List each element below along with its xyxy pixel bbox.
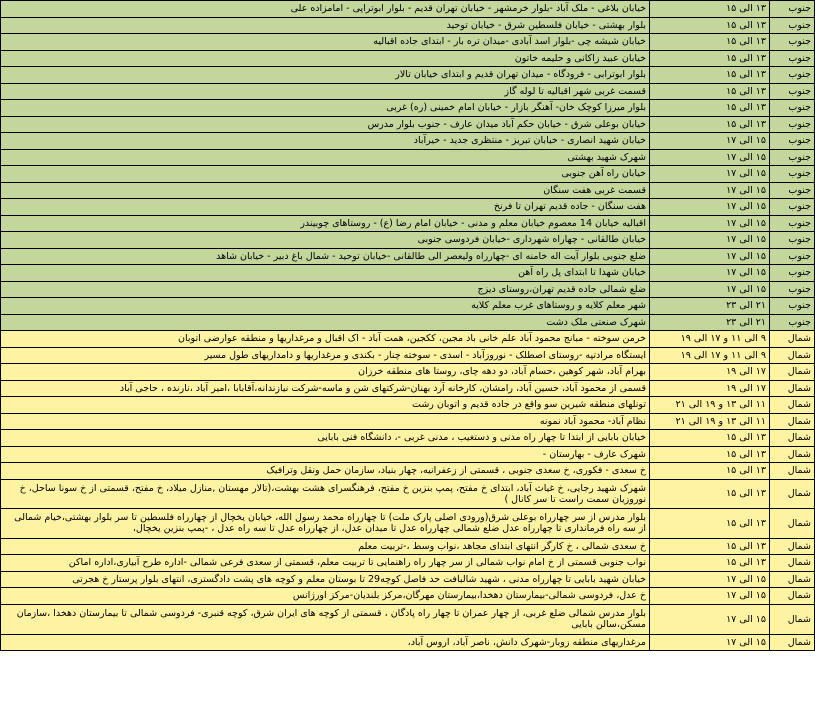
area-cell: ایستگاه مرادتپه -روستای اصطلک - نوروزآباد - اسدی - سوخته چنار - بکندی و مرغداریها و دامداریهای طول مسیر	[1, 347, 650, 364]
time-cell: ۱۳ الی ۱۵	[650, 538, 770, 555]
area-cell: خیابان طالقانی - چهاراه شهرداری -خیابان فردوسی جنوبی	[1, 232, 650, 249]
region-cell: جنوب	[770, 83, 815, 100]
area-cell: اقبالیه خیابان 14 معصوم خیابان معلم و مدنی - خیابان امام رضا (ع) - روستاهای چوبیندر	[1, 215, 650, 232]
table-row	[1, 347, 815, 364]
area-cell: خیابان بلاغی - ملک آباد -بلوار خرمشهر - خیابان تهران قدیم - بلوار ابوتراپی - امامزاده علی	[1, 1, 650, 18]
table-row	[1, 281, 815, 298]
region-cell: جنوب	[770, 166, 815, 183]
area-cell: شهرک شهید رجایی، خ غیاث آباد، ابتدای خ مفتح، پمپ بنزین خ مفتح، فرهنگسرای هشت بهشت،(تالار مهستان ,منازل میلاد، خ مفتح، قسمتی از خ سونا ساحل، خ نوروزیان سمت راست تا سر کانال )	[1, 479, 650, 508]
area-cell: خیابان بوعلی شرق - خیابان حکم آباد میدان عارف - جنوب بلوار مدرس	[1, 116, 650, 133]
time-cell: ۱۵ الی ۱۷	[650, 571, 770, 588]
time-cell: ۱۳ الی ۱۵	[650, 17, 770, 34]
table-row	[1, 67, 815, 84]
time-cell: ۱۳ الی ۱۵	[650, 100, 770, 117]
time-cell: ۱۵ الی ۱۷	[650, 248, 770, 265]
region-cell: شمال	[770, 331, 815, 348]
table-row	[1, 446, 815, 463]
time-cell: ۱۵ الی ۱۷	[650, 149, 770, 166]
area-cell: خ عدل، فردوسی شمالی-بیمارستان دهخدا،بیمارستان مهرگان،مرکز بلندیان-مرکز اورژانس	[1, 588, 650, 605]
region-cell: شمال	[770, 604, 815, 634]
time-cell: ۹ الی ۱۱ و ۱۷ الی ۱۹	[650, 347, 770, 364]
region-cell: جنوب	[770, 34, 815, 51]
time-cell: ۱۳ الی ۱۵	[650, 555, 770, 572]
time-cell: ۱۵ الی ۱۷	[650, 281, 770, 298]
area-cell: ضلع شمالی جاده قدیم تهران،روستای دیزج	[1, 281, 650, 298]
time-cell: ۱۳ الی ۱۵	[650, 116, 770, 133]
region-cell: شمال	[770, 364, 815, 381]
region-cell: شمال	[770, 588, 815, 605]
table-row	[1, 634, 815, 651]
area-cell: قسمی از محمود آباد، حسین آباد، رامشان، کارخانه آرد بهنان-شرکتهای شن و ماسه-شرکت نیازندانه،آقابابا ،امیر آباد ،نارنده ، حاجی آباد	[1, 380, 650, 397]
region-cell: جنوب	[770, 100, 815, 117]
region-cell: شمال	[770, 555, 815, 572]
time-cell: ۱۵ الی ۱۷	[650, 634, 770, 651]
area-cell: هفت سنگان - جاده قدیم تهران تا فرنخ	[1, 199, 650, 216]
area-cell: خیابان عبید زاکانی و حلیمه خاتون	[1, 50, 650, 67]
time-cell: ۱۷ الی ۱۹	[650, 380, 770, 397]
time-cell: ۱۳ الی ۱۵	[650, 508, 770, 538]
table-row	[1, 413, 815, 430]
table-row	[1, 182, 815, 199]
region-cell: شمال	[770, 380, 815, 397]
area-cell: خ سعدی شمالی ، خ کارگر انتهای ابتدای مجاهد ،نواب وسط ،-تربیت معلم	[1, 538, 650, 555]
time-cell: ۱۵ الی ۱۷	[650, 588, 770, 605]
area-cell: نظام آباد- محمود آباد نمونه	[1, 413, 650, 430]
area-cell: خیابان شیشه چی -بلوار اسد آبادی -میدان تره بار - ابتدای جاده اقبالیه	[1, 34, 650, 51]
table-row	[1, 364, 815, 381]
time-cell: ۱۱ الی ۱۳ و ۱۹ الی ۲۱	[650, 413, 770, 430]
region-cell: جنوب	[770, 265, 815, 282]
area-cell: بلوار میرزا کوچک خان- آهنگر بازار - خیابان امام خمینی (ره) غربی	[1, 100, 650, 117]
region-cell: شمال	[770, 397, 815, 414]
area-cell: بلوار مدرس از سر چهارراه بوعلی شرق(ورودی اصلی پارک ملت) تا چهارراه محمد رسول الله، خیابان یخچال از چهارراه فلسطین تا سر بلوار بهشتی،خیام شمالی از سه راه فرمانداری تا چهارراه عدل ضلع شمالی چهارراه عدل تا میدان عدل، از چهارراه عدل تا سه راه عدل ، -پمپ بنزین یخچال،	[1, 508, 650, 538]
time-cell: ۱۵ الی ۱۷	[650, 215, 770, 232]
table-row	[1, 380, 815, 397]
time-cell: ۲۱ الی ۲۳	[650, 314, 770, 331]
area-cell: بلوار بهشتی - خیابان فلسطین شرق - خیابان توحید	[1, 17, 650, 34]
table-row	[1, 298, 815, 315]
time-cell: ۱۵ الی ۱۷	[650, 265, 770, 282]
region-cell: جنوب	[770, 232, 815, 249]
table-row	[1, 397, 815, 414]
time-cell: ۲۱ الی ۲۳	[650, 298, 770, 315]
region-cell: جنوب	[770, 50, 815, 67]
table-row	[1, 555, 815, 572]
time-cell: ۱۳ الی ۱۵	[650, 83, 770, 100]
table-row	[1, 265, 815, 282]
time-cell: ۱۵ الی ۱۷	[650, 199, 770, 216]
region-cell: جنوب	[770, 1, 815, 18]
table-row	[1, 508, 815, 538]
area-cell: خیابان شهدا تا ابتدای پل راه آهن	[1, 265, 650, 282]
area-cell: خرمن سوخته - مبانج محمود آباد علم خانی باد مجین، ککجین، همت آباد - اک اقبال و مرغداریها و منطقه عوارضی اتوبان	[1, 331, 650, 348]
region-cell: جنوب	[770, 281, 815, 298]
region-cell: جنوب	[770, 314, 815, 331]
table-row	[1, 331, 815, 348]
time-cell: ۱۳ الی ۱۵	[650, 463, 770, 480]
table-row	[1, 232, 815, 249]
area-cell: قسمت غربی شهر اقبالیه تا لوله گاز	[1, 83, 650, 100]
region-cell: شمال	[770, 463, 815, 480]
region-cell: جنوب	[770, 133, 815, 150]
region-cell: جنوب	[770, 215, 815, 232]
area-cell: خ سعدی - فکوری، خ سعدی جنوبی ، قسمتی از زعفرانیه، چهار بنیاد، سازمان حمل ونقل وترافیک	[1, 463, 650, 480]
region-cell: شمال	[770, 479, 815, 508]
area-cell: شهرک شهید بهشتی	[1, 149, 650, 166]
area-cell: خیابان راه آهن جنوبی	[1, 166, 650, 183]
area-cell: شهرک صنعتی ملک دشت	[1, 314, 650, 331]
time-cell: ۱۳ الی ۱۵	[650, 34, 770, 51]
area-cell: ضلع جنوبی بلوار آیت اله خامنه ای -چهارراه ولیعصر الی طالقانی -خیابان توحید - شمال باغ دبیر - خیابان شاهد	[1, 248, 650, 265]
table-row	[1, 166, 815, 183]
time-cell: ۱۵ الی ۱۷	[650, 133, 770, 150]
table-row	[1, 50, 815, 67]
table-row	[1, 133, 815, 150]
region-cell: شمال	[770, 413, 815, 430]
region-cell: جنوب	[770, 199, 815, 216]
table-row	[1, 149, 815, 166]
area-cell: نواب جنوبی قسمتی از خ امام نواب شمالی از سر چهار راه راهنمایی تا تربیت معلم، قسمتی از سعدی فرعی شمالی -اداره طرح آبیاری،اداره اماکن	[1, 555, 650, 572]
table-row	[1, 604, 815, 634]
area-cell: خیابان شهید بابایی تا چهارراه مدنی ، شهید شالبافت حد فاصل کوچه29 تا بوستان معلم و کوچه های پشت دادگستری، انتهای بلوار پرستار خ هجرتی	[1, 571, 650, 588]
time-cell: ۱۱ الی ۱۳ و ۱۹ الی ۲۱	[650, 397, 770, 414]
time-cell: ۱۳ الی ۱۵	[650, 430, 770, 447]
table-row	[1, 83, 815, 100]
region-cell: شمال	[770, 538, 815, 555]
time-cell: ۹ الی ۱۱ و ۱۷ الی ۱۹	[650, 331, 770, 348]
area-cell: قسمت غربی هفت سنگان	[1, 182, 650, 199]
region-cell: جنوب	[770, 248, 815, 265]
table-row	[1, 1, 815, 18]
table-row	[1, 248, 815, 265]
region-cell: شمال	[770, 508, 815, 538]
table-row	[1, 463, 815, 480]
table-row	[1, 215, 815, 232]
region-cell: شمال	[770, 634, 815, 651]
time-cell: ۱۵ الی ۱۷	[650, 604, 770, 634]
region-cell: جنوب	[770, 67, 815, 84]
table-row	[1, 34, 815, 51]
area-cell: تونلهای منطقه شیرین سو واقع در جاده قدیم و اتوبان رشت	[1, 397, 650, 414]
time-cell: ۱۳ الی ۱۵	[650, 446, 770, 463]
area-cell: بهرام آباد، شهر کوهین ،حسام آباد، دو دهه چای، روستا های منطقه خرزان	[1, 364, 650, 381]
time-cell: ۱۵ الی ۱۷	[650, 182, 770, 199]
region-cell: شمال	[770, 347, 815, 364]
region-cell: جنوب	[770, 182, 815, 199]
area-cell: خیابان بابایی از ابتدا تا چهار راه مدنی و دستغیب ، مدنی غربی -، دانشگاه فنی بابایی	[1, 430, 650, 447]
region-cell: جنوب	[770, 149, 815, 166]
table-row	[1, 571, 815, 588]
region-cell: جنوب	[770, 298, 815, 315]
area-cell: شهرک عارف - بهارستان -	[1, 446, 650, 463]
area-cell: شهر معلم کلایه و روستاهای غرب معلم کلایه	[1, 298, 650, 315]
schedule-body	[1, 1, 815, 651]
time-cell: ۱۵ الی ۱۷	[650, 232, 770, 249]
area-cell: خیابان شهید انصاری - خیابان تبریز - منتظری جدید - خیرآباد	[1, 133, 650, 150]
table-row	[1, 430, 815, 447]
area-cell: بلوار مدرس شمالی ضلع غربی، از چهار عمران تا چهار راه پادگان ، قسمتی از کوچه های ایران شرق، کوچه قنبری- فردوسی شمالی تا بیمارستان دهخدا ،سازمان مسکن،سالن بابایی	[1, 604, 650, 634]
time-cell: ۱۳ الی ۱۵	[650, 50, 770, 67]
table-row	[1, 17, 815, 34]
table-row	[1, 588, 815, 605]
table-row	[1, 199, 815, 216]
area-cell: مرغداریهای منطقه زوبار-شهرک دانش، ناصر آباد، اروس آباد،	[1, 634, 650, 651]
table-row	[1, 116, 815, 133]
time-cell: ۱۳ الی ۱۵	[650, 479, 770, 508]
table-row	[1, 538, 815, 555]
time-cell: ۱۷ الی ۱۹	[650, 364, 770, 381]
table-row	[1, 100, 815, 117]
region-cell: شمال	[770, 446, 815, 463]
region-cell: جنوب	[770, 116, 815, 133]
table-row	[1, 479, 815, 508]
region-cell: جنوب	[770, 17, 815, 34]
time-cell: ۱۳ الی ۱۵	[650, 1, 770, 18]
table-row	[1, 314, 815, 331]
region-cell: شمال	[770, 430, 815, 447]
time-cell: ۱۵ الی ۱۷	[650, 166, 770, 183]
area-cell: بلوار ابوترابی - فرودگاه - میدان تهران قدیم و ابتدای خیابان تالار	[1, 67, 650, 84]
region-cell: شمال	[770, 571, 815, 588]
time-cell: ۱۳ الی ۱۵	[650, 67, 770, 84]
